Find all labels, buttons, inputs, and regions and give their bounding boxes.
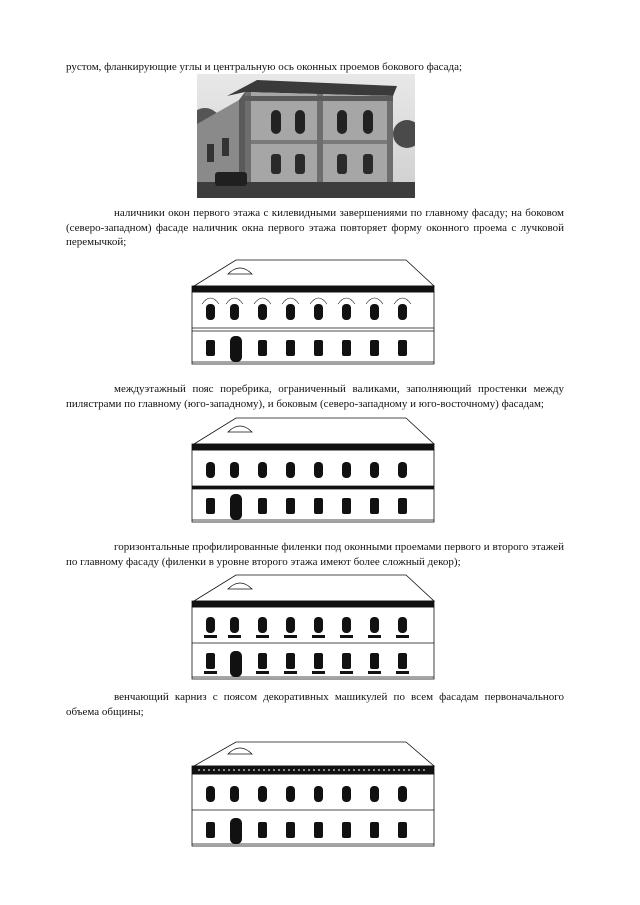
paragraph-panels: горизонтальные профилированные филенки под оконными проемами первого и второго этажей по главному фасаду (филенки в уровне второго этажа имеют более сложный декор); [66, 541, 564, 568]
facade-drawing-3 [188, 573, 438, 683]
building-photo [197, 74, 415, 198]
facade-drawing-1 [188, 258, 438, 368]
paragraph-interfloor-belt: междуэтажный пояс поребрика, ограниченный валиками, заполняющий простенки между пилястрами по главному (юго-западному), и боковым (северо-западному и юго-восточному) фасадам; [66, 383, 564, 410]
paragraph-window-frames: наличники окон первого этажа с килевидными завершениями по главному фасаду; на боковом (северо-западном) фасаде наличник окна первого этажа повторяет форму оконного проема с лучковой перемычкой; [66, 207, 564, 248]
facade-drawing-2 [188, 416, 438, 526]
facade-drawing-4 [188, 740, 438, 850]
paragraph-cornice: венчающий карниз с поясом декоративных машикулей по всем фасадам первоначального объема общины; [66, 691, 564, 718]
paragraph-rustication: рустом, фланкирующие углы и центральную ось оконных проемов бокового фасада; [66, 61, 463, 73]
